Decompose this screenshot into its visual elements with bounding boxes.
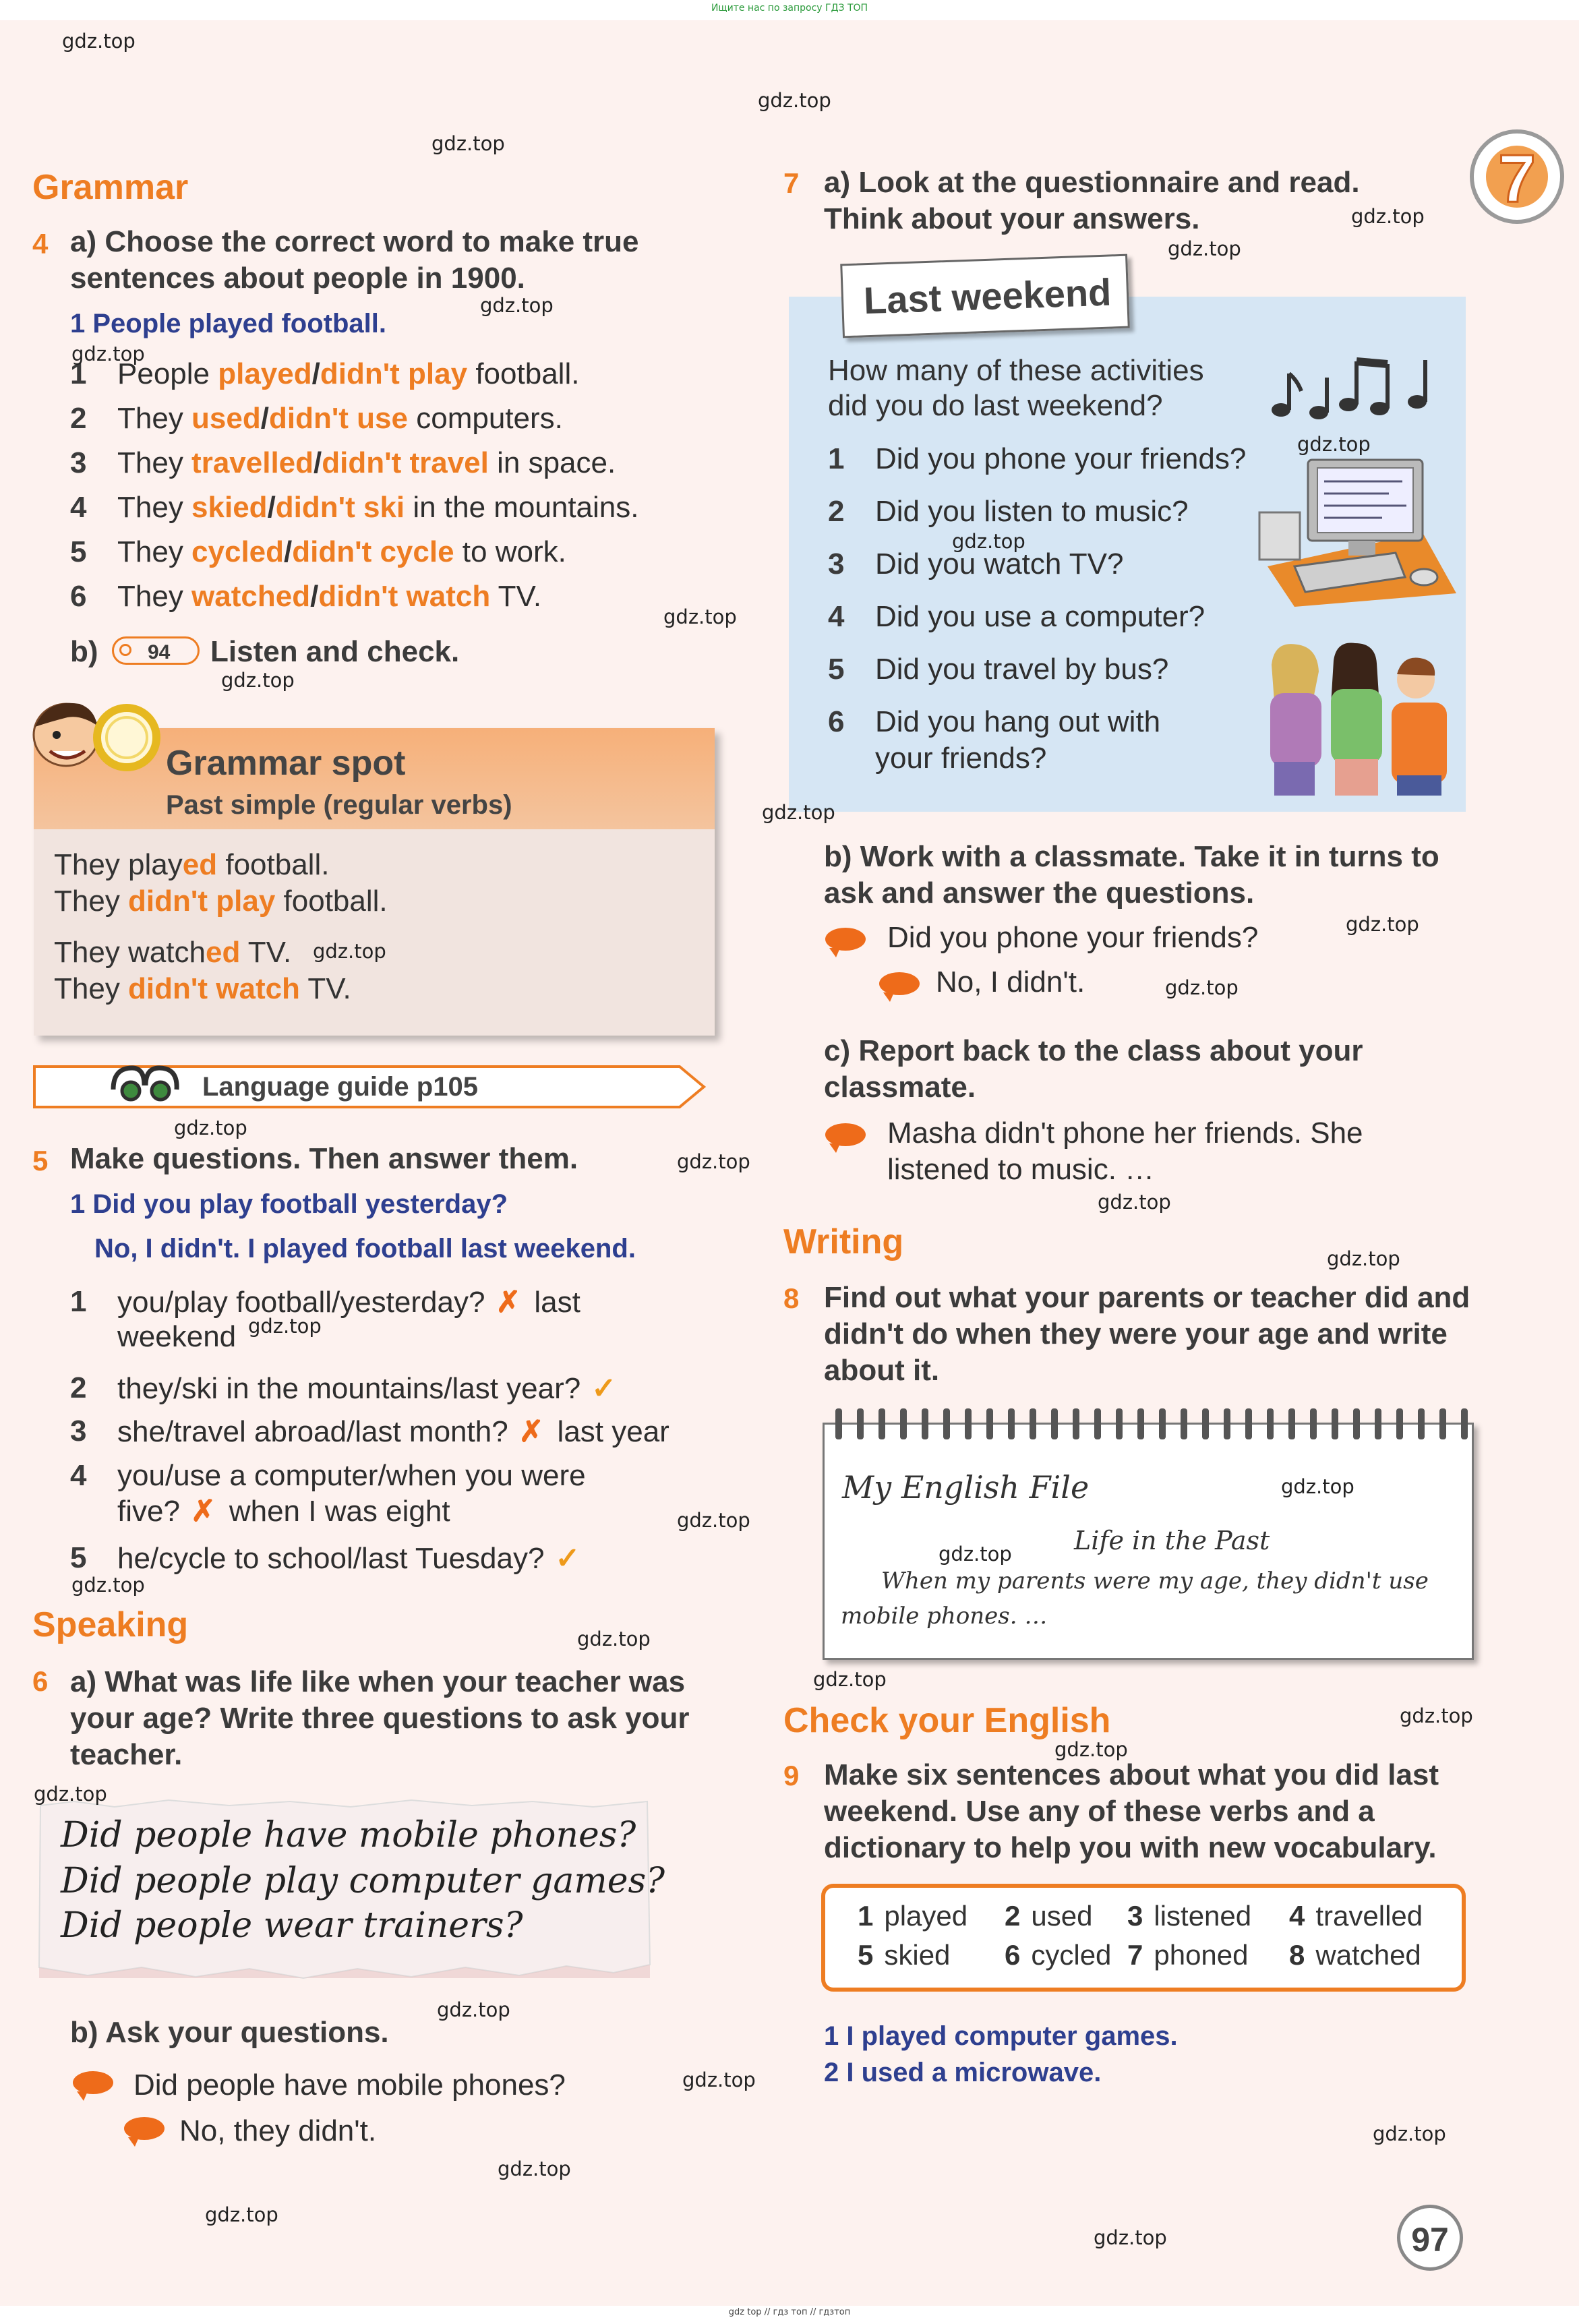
exercise-4-item-text (117, 580, 541, 614)
watermark: gdz.top (431, 132, 505, 155)
text-fragment: didn't play (320, 357, 468, 390)
text-fragment: skied (884, 1939, 951, 1971)
spiral-ring (1353, 1408, 1360, 1439)
verb-item (858, 1900, 967, 1932)
text-fragment: in the mountains. (405, 491, 639, 524)
text-fragment: played (884, 1900, 968, 1932)
slash-separator: / (314, 446, 322, 479)
watermark: gdz.top (813, 1668, 887, 1691)
watermark: gdz.top (1094, 2226, 1167, 2249)
spiral-ring (1159, 1408, 1166, 1439)
text-fragment: in space. (488, 446, 616, 479)
text-fragment: ✗ (518, 1415, 544, 1448)
verb-item (1289, 1900, 1423, 1932)
top-note: Ищите нас по запросу ГДЗ ТОП (711, 3, 868, 13)
text-fragment: didn't use (268, 402, 408, 435)
exercise-4-item-text (117, 535, 566, 569)
file-title: My English File (842, 1469, 1090, 1506)
spiral-ring (1051, 1408, 1058, 1439)
exercise-4-item-text (117, 357, 579, 391)
text-fragment: Did you hang out with (875, 705, 1161, 738)
children-illustration (1247, 640, 1463, 796)
text-fragment: travelled (1315, 1900, 1423, 1932)
exercise-5-item (70, 1285, 717, 1359)
text-fragment: They (117, 491, 192, 524)
spiral-ring (900, 1408, 907, 1439)
speech-bubble-icon (124, 2117, 165, 2140)
language-guide-link[interactable] (32, 1064, 707, 1110)
text-fragment: you/use a computer/when you were (117, 1459, 586, 1492)
spiral-ring (1116, 1408, 1123, 1439)
spiral-ring (1310, 1408, 1317, 1439)
exercise-4b-text: Listen and check. (210, 635, 460, 668)
unit-badge (1470, 129, 1564, 224)
grammar-spot-line-3: They watched TV. (54, 936, 292, 969)
verb-item (1005, 1939, 1111, 1971)
watermark: gdz.top (677, 1150, 750, 1173)
exercise-9-instruction: Make six sentences about what you did last weekend. Use any of these verbs and a dictionary to help you with new vocabulary. (824, 1758, 1439, 1864)
text-fragment: 6 (1005, 1939, 1021, 1971)
spiral-ring (922, 1408, 928, 1439)
text-fragment: 8 (1289, 1939, 1305, 1971)
exercise-4b-label: b) (70, 635, 98, 668)
text-fragment: They (117, 446, 192, 479)
watermark: gdz.top (762, 801, 835, 824)
questionnaire-intro: How many of these activities did you do last weekend? (828, 354, 1204, 422)
exercise-5-item-line-1 (117, 1541, 580, 1576)
spiral-ring (1094, 1408, 1101, 1439)
writing-heading: Writing (783, 1222, 904, 1261)
spiral-ring (1375, 1408, 1381, 1439)
text-fragment: watched (1315, 1939, 1421, 1971)
text-fragment: used (191, 402, 261, 435)
spiral-ring (1439, 1408, 1446, 1439)
spiral-ring (1030, 1408, 1036, 1439)
english-file-notebook (823, 1423, 1474, 1660)
notebook-spiral (825, 1408, 1472, 1442)
text-fragment: skied (191, 491, 268, 524)
dialogue-6-line-1: Did people have mobile phones? (133, 2068, 566, 2102)
exercise-5-instruction: Make questions. Then answer them. (70, 1142, 578, 1175)
exercise-4-item (70, 357, 711, 395)
verb-item (1127, 1939, 1249, 1971)
watermark: gdz.top (1400, 1704, 1473, 1727)
text-fragment: 2 (70, 402, 87, 435)
questionnaire-question-text (875, 705, 1160, 739)
questionnaire-question-text (875, 653, 1168, 686)
text-fragment: 7 (1127, 1939, 1143, 1971)
exercise-5-example-question: 1 Did you play football yesterday? (70, 1189, 508, 1219)
exercise-5-item-line-1 (117, 1285, 580, 1319)
exercise-4-item (70, 491, 711, 529)
questionnaire-title-tab (840, 254, 1130, 338)
text-fragment: 3 (1127, 1900, 1143, 1932)
note-line-1: Did people have mobile phones? (61, 1815, 636, 1855)
text-fragment: 5 (70, 1541, 87, 1574)
spiral-ring (1332, 1408, 1338, 1439)
watermark: gdz.top (1297, 433, 1371, 456)
watermark: gdz.top (1281, 1475, 1354, 1498)
exercise-4-item (70, 446, 711, 484)
text-fragment: used (1031, 1900, 1093, 1932)
text-fragment: 3 (70, 446, 87, 479)
exercise-9-example-2: 2 I used a microwave. (824, 2058, 1102, 2087)
watermark: gdz.top (677, 1509, 750, 1532)
text-fragment: 2 (70, 1371, 87, 1404)
exercise-8-number: 8 (783, 1282, 800, 1314)
text-fragment: travelled (191, 446, 314, 479)
watermark: gdz.top (480, 294, 554, 317)
text-fragment: 5 (858, 1939, 874, 1971)
text-fragment: 6 (828, 705, 845, 738)
watermark: gdz.top (62, 30, 136, 53)
text-fragment: They (117, 402, 192, 435)
text-fragment: five? (117, 1495, 180, 1528)
exercise-7-number: 7 (783, 167, 800, 199)
watermark: gdz.top (682, 2068, 756, 2091)
watermark: gdz.top (34, 1783, 107, 1806)
watermark: gdz.top (939, 1543, 1012, 1566)
audio-track-badge[interactable] (112, 636, 200, 665)
text-fragment: 4 (828, 600, 845, 633)
watermark: gdz.top (1098, 1191, 1171, 1214)
watermark: gdz.top (205, 2203, 278, 2226)
dialogue-7b-line-1: Did you phone your friends? (887, 921, 1259, 954)
text-fragment: 1 (828, 442, 845, 475)
text-fragment: he/cycle to school/last Tuesday? (117, 1542, 545, 1575)
exercise-4-item (70, 535, 711, 573)
text-fragment: 4 (70, 491, 87, 524)
exercise-4-item-text (117, 402, 563, 436)
text-fragment: football. (467, 357, 580, 390)
exercise-4-item-text (117, 446, 616, 480)
speech-bubble-icon (825, 1123, 866, 1146)
language-guide-label: Language guide p105 (202, 1072, 478, 1102)
text-fragment: People (117, 357, 218, 390)
text-fragment: watched (191, 580, 311, 613)
text-fragment: 4 (1289, 1900, 1305, 1932)
verb-item (1005, 1900, 1092, 1932)
questionnaire-question-text (875, 742, 1046, 775)
note-line-3: Did people wear trainers? (61, 1905, 523, 1946)
watermark: gdz.top (71, 1574, 145, 1597)
speech-bubble-icon (825, 928, 866, 951)
grammar-spot-title: Grammar spot (166, 744, 406, 783)
text-fragment: Did you travel by bus? (875, 653, 1169, 686)
slash-separator: / (284, 535, 293, 568)
text-fragment: 4 (70, 1459, 87, 1492)
exercise-8-instruction: Find out what your parents or teacher did and didn't do when they were your age and write about it. (824, 1281, 1470, 1387)
exercise-7a-instruction: a) Look at the questionnaire and read. Think about your answers. (824, 166, 1360, 235)
watermark: gdz.top (1351, 205, 1425, 228)
text-fragment: They (117, 535, 192, 568)
text-fragment: cycled (1031, 1939, 1112, 1971)
text-fragment: Did you listen to music? (875, 495, 1189, 528)
note-line-2: Did people play computer games? (61, 1861, 665, 1901)
watermark: gdz.top (1168, 237, 1241, 260)
speech-bubble-icon (73, 2071, 113, 2094)
text-fragment: she/travel abroad/last month? (117, 1415, 508, 1448)
spiral-ring (857, 1408, 864, 1439)
text-fragment: weekend (117, 1320, 237, 1353)
unit-number: 7 (1498, 141, 1536, 216)
audio-disc-icon (119, 644, 131, 656)
questionnaire-question-text (875, 495, 1189, 529)
text-fragment: 5 (70, 535, 87, 568)
watermark: gdz.top (437, 1998, 510, 2021)
spiral-ring (878, 1408, 885, 1439)
music-notes-icon (1268, 351, 1443, 425)
footer-note: gdz top // гдз топ // гдзтоп (728, 2307, 851, 2317)
text-fragment: you/play football/yesterday? (117, 1286, 485, 1319)
watermark: gdz.top (1165, 976, 1239, 999)
verb-item (1127, 1900, 1251, 1932)
file-subtitle: Life in the Past (1074, 1526, 1270, 1555)
check-heading: Check your English (783, 1701, 1111, 1740)
audio-track-number: 94 (148, 641, 171, 663)
text-fragment: when I was eight (229, 1495, 450, 1528)
text-fragment: 6 (70, 580, 87, 613)
exercise-5-item-line-1 (117, 1414, 669, 1449)
text-fragment: ✓ (555, 1542, 580, 1575)
page-number-badge (1397, 2205, 1463, 2271)
spiral-ring (1008, 1408, 1015, 1439)
slash-separator: / (311, 357, 320, 390)
exercise-5-example-answer: No, I didn't. I played football last weekend. (94, 1234, 636, 1263)
watermark: gdz.top (498, 2157, 571, 2180)
speech-bubble-icon (879, 972, 920, 995)
watermark: gdz.top (663, 605, 737, 628)
spiral-ring (1073, 1408, 1079, 1439)
grammar-heading: Grammar (32, 168, 189, 207)
spiral-ring (1224, 1408, 1230, 1439)
text-fragment: computers. (408, 402, 563, 435)
grammar-spot-subtitle: Past simple (regular verbs) (166, 790, 512, 820)
text-fragment: 3 (70, 1414, 87, 1448)
exercise-4-item (70, 402, 711, 440)
dialogue-7c: Masha didn't phone her friends. She listened to music. … (887, 1116, 1363, 1186)
exercise-4-example: 1 People played football. (70, 309, 386, 338)
exercise-4-number: 4 (32, 228, 49, 260)
computer-icon (1254, 452, 1456, 607)
questionnaire-question-text (875, 442, 1246, 476)
exercise-7c-instruction: c) Report back to the class about your classmate. (824, 1034, 1363, 1104)
file-text: When my parents were my age, they didn't use mobile phones. … (841, 1568, 1429, 1630)
mascot-magnifier-icon (27, 694, 162, 789)
watermark: gdz.top (221, 669, 295, 692)
text-fragment: didn't cycle (292, 535, 454, 568)
text-fragment: to work. (454, 535, 566, 568)
spiral-ring (1137, 1408, 1144, 1439)
questionnaire-question-text (875, 600, 1205, 634)
spiral-ring (1267, 1408, 1274, 1439)
exercise-6-number: 6 (32, 1665, 49, 1697)
exercise-9-example-1: 1 I played computer games. (824, 2021, 1178, 2051)
watermark: gdz.top (952, 530, 1025, 553)
exercise-5-number: 5 (32, 1145, 49, 1176)
spiral-ring (986, 1408, 993, 1439)
exercise-4-item (70, 580, 711, 618)
watermark: gdz.top (1373, 2122, 1446, 2145)
questionnaire-question (828, 705, 1300, 779)
handwritten-note (34, 1796, 665, 1985)
watermark: gdz.top (313, 940, 386, 963)
questionnaire-title: Last weekend (863, 270, 1112, 322)
text-fragment: played (218, 357, 312, 390)
text-fragment: 3 (828, 547, 845, 580)
watermark: gdz.top (1346, 913, 1419, 936)
slash-separator: / (267, 491, 276, 524)
watermark: gdz.top (1054, 1738, 1128, 1761)
text-fragment: last year (557, 1415, 669, 1448)
watermark: gdz.top (71, 342, 145, 365)
text-fragment: Did you phone your friends? (875, 442, 1247, 475)
watermark: gdz.top (174, 1116, 247, 1139)
spiral-ring (1245, 1408, 1252, 1439)
exercise-9-number: 9 (783, 1760, 800, 1791)
text-fragment: ✗ (496, 1286, 521, 1319)
spiral-ring (1418, 1408, 1425, 1439)
spiral-ring (1202, 1408, 1209, 1439)
exercise-5-item-line-2 (117, 1320, 236, 1354)
text-fragment: didn't ski (275, 491, 405, 524)
text-fragment: They (117, 580, 192, 613)
watermark: gdz.top (577, 1628, 651, 1650)
text-fragment: 2 (1005, 1900, 1021, 1932)
text-fragment: TV. (490, 580, 542, 613)
text-fragment: didn't travel (322, 446, 489, 479)
spiral-ring (1461, 1408, 1468, 1439)
text-fragment: your friends? (875, 742, 1047, 775)
text-fragment: 5 (828, 653, 845, 686)
text-fragment: 1 (70, 1285, 87, 1318)
page-number: 97 (1411, 2221, 1449, 2259)
exercise-6a-instruction: a) What was life like when your teacher was your age? Write three questions to ask your teacher. (70, 1665, 690, 1771)
exercise-5-item (70, 1459, 717, 1533)
spiral-ring (835, 1408, 842, 1439)
grammar-spot-line-1: They played football. (54, 848, 330, 881)
spiral-ring (965, 1408, 972, 1439)
grammar-spot-line-2: They didn't play football. (54, 885, 388, 918)
grammar-spot-line-4: They didn't watch TV. (54, 972, 351, 1005)
glasses-icon (108, 1063, 182, 1103)
exercise-5-item-line-2 (117, 1494, 450, 1528)
text-fragment: 1 (70, 357, 87, 390)
text-fragment: ✗ (190, 1495, 216, 1528)
text-fragment: listened (1154, 1900, 1252, 1932)
spiral-ring (1288, 1408, 1295, 1439)
text-fragment: Did you watch TV? (875, 547, 1124, 580)
spiral-ring (943, 1408, 950, 1439)
slash-separator: / (260, 402, 269, 435)
verb-item (858, 1939, 950, 1971)
text-fragment: 2 (828, 495, 845, 528)
exercise-7b-instruction: b) Work with a classmate. Take it in turns to ask and answer the questions. (824, 840, 1439, 910)
exercise-4-item-text (117, 491, 639, 525)
dialogue-7b-line-2: No, I didn't. (936, 965, 1085, 999)
speaking-heading: Speaking (32, 1605, 189, 1644)
exercise-5-item-line-1 (117, 1459, 586, 1493)
text-fragment: phoned (1154, 1939, 1249, 1971)
spiral-ring (1396, 1408, 1403, 1439)
verb-item (1289, 1939, 1421, 1971)
watermark: gdz.top (248, 1315, 322, 1338)
exercise-4a-instruction: a) Choose the correct word to make true sentences about people in 1900. (70, 225, 639, 295)
text-fragment: 1 (858, 1900, 874, 1932)
dialogue-6-line-2: No, they didn't. (179, 2114, 377, 2147)
exercise-6b-instruction: b) Ask your questions. (70, 2016, 389, 2049)
text-fragment: ✓ (591, 1372, 617, 1405)
spiral-ring (1181, 1408, 1187, 1439)
text-fragment: cycled (191, 535, 285, 568)
text-fragment: Did you use a computer? (875, 600, 1205, 633)
watermark: gdz.top (1327, 1247, 1400, 1270)
watermark: gdz.top (758, 89, 831, 112)
text-fragment: last (534, 1286, 580, 1319)
text-fragment: didn't watch (318, 580, 491, 613)
text-fragment: they/ski in the mountains/last year? (117, 1372, 581, 1405)
exercise-5-item-line-1 (117, 1371, 616, 1406)
slash-separator: / (310, 580, 319, 613)
